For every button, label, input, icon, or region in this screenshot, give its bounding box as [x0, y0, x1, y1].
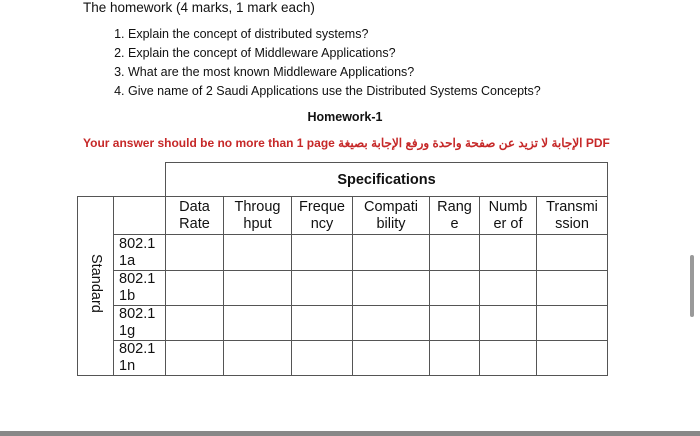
- vertical-scrollbar[interactable]: [690, 255, 694, 317]
- question-3: 3. What are the most known Middleware Applications?: [128, 63, 541, 82]
- table-cell: [224, 341, 292, 376]
- standard-row-label: 802.1 1b: [114, 271, 166, 306]
- table-cell: [353, 306, 430, 341]
- standard-row-label: 802.1 1g: [114, 306, 166, 341]
- question-4: 4. Give name of 2 Saudi Applications use the Distributed Systems Concepts?: [128, 82, 541, 101]
- table-cell: [480, 341, 537, 376]
- answer-note-english: Your answer should be no more than 1 page: [83, 136, 335, 150]
- column-header: Compati bility: [353, 197, 430, 235]
- bottom-divider: [0, 431, 700, 436]
- table-cell: [537, 306, 608, 341]
- table-cell: [430, 341, 480, 376]
- answer-note-pdf: PDF: [585, 136, 610, 150]
- homework-heading: Homework-1: [307, 110, 383, 124]
- table-cell: [292, 235, 353, 271]
- specifications-header: Specifications: [166, 163, 608, 197]
- table-cell: [166, 306, 224, 341]
- column-header: Freque ncy: [292, 197, 353, 235]
- table-cell: [430, 271, 480, 306]
- homework-title: The homework (4 marks, 1 mark each): [83, 0, 315, 15]
- table-cell: [353, 271, 430, 306]
- questions-list: [92, 25, 541, 101]
- standard-label: Standard: [88, 254, 104, 313]
- table-cell: [166, 271, 224, 306]
- table-cell: [537, 271, 608, 306]
- column-header: Transmi ssion: [537, 197, 608, 235]
- specifications-table: [77, 162, 608, 376]
- empty-header-cell: [114, 197, 166, 235]
- answer-note-arabic: الإجابة لا تزيد عن صفحة واحدة ورفع الإجابة بصيغة: [338, 136, 583, 150]
- table-cell: [430, 306, 480, 341]
- question-1: 1. Explain the concept of distributed systems?: [128, 25, 541, 44]
- standard-row-label: 802.1 1n: [114, 341, 166, 376]
- table-cell: [224, 235, 292, 271]
- table-cell: [224, 306, 292, 341]
- table-cell: [537, 341, 608, 376]
- question-2: 2. Explain the concept of Middleware Applications?: [128, 44, 541, 63]
- answer-note: [83, 136, 610, 150]
- table-cell: [292, 271, 353, 306]
- column-header: Rang e: [430, 197, 480, 235]
- table-cell: [292, 341, 353, 376]
- table-cell: [224, 271, 292, 306]
- table-cell: [353, 341, 430, 376]
- table-cell: [537, 235, 608, 271]
- table-cell: [480, 235, 537, 271]
- table-cell: [430, 235, 480, 271]
- table-cell: [292, 306, 353, 341]
- standard-label-cell: [78, 197, 114, 376]
- table-cell: [166, 235, 224, 271]
- column-header: Data Rate: [166, 197, 224, 235]
- column-header: Numb er of: [480, 197, 537, 235]
- standard-row-label: 802.1 1a: [114, 235, 166, 271]
- table-cell: [480, 306, 537, 341]
- empty-corner: [78, 163, 166, 197]
- column-header: Throug hput: [224, 197, 292, 235]
- table-cell: [480, 271, 537, 306]
- table-cell: [353, 235, 430, 271]
- table-cell: [166, 341, 224, 376]
